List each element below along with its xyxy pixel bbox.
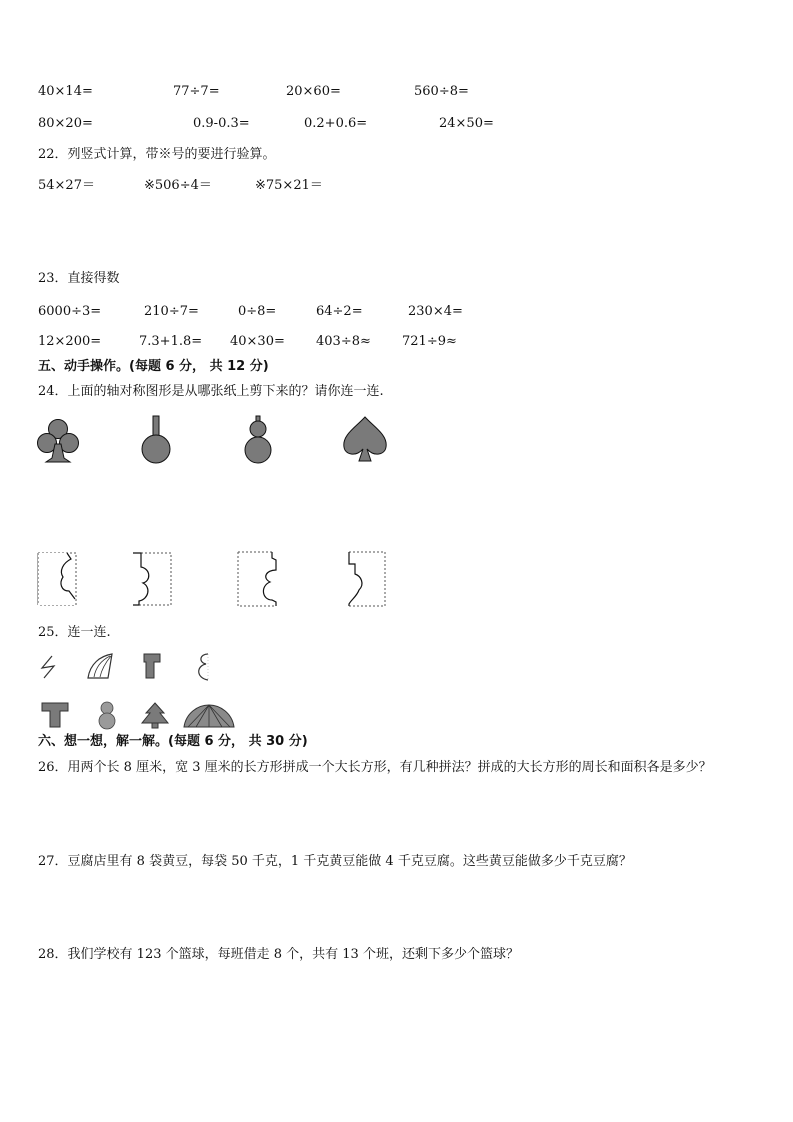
q23-item-9: 403÷8≈: [316, 334, 371, 349]
q23-item-5: 230×4=: [408, 304, 463, 319]
half-umbrella-icon: [86, 652, 114, 680]
q22-item-1: 54×27＝: [38, 178, 95, 193]
gourd-icon: [243, 415, 273, 465]
q23-item-3: 0÷8=: [238, 304, 277, 319]
paper-spade-half: [345, 550, 389, 608]
half-mushroom-icon: [142, 652, 164, 680]
section-5-heading: 五、动手操作。(每题 6 分， 共 12 分): [38, 359, 269, 374]
q23-item-8: 40×30=: [230, 334, 285, 349]
half-lightning-icon: [38, 654, 60, 680]
q22-item-2: ※506÷4＝: [144, 178, 212, 193]
half-snowman-icon: [194, 652, 210, 682]
q24-title: 24．上面的轴对称图形是从哪张纸上剪下来的？请你连一连.: [38, 384, 384, 399]
q21-item-6: 0.9-0.3=: [193, 116, 250, 131]
spade-icon: [340, 415, 390, 465]
club-icon: [36, 418, 80, 464]
q21-item-3: 20×60=: [286, 84, 341, 99]
q23-item-4: 64÷2=: [316, 304, 363, 319]
q25-title: 25．连一连.: [38, 625, 111, 640]
q22-title: 22．列竖式计算，带※号的要进行验算。: [38, 147, 276, 162]
paper-gourd-half: [236, 550, 278, 608]
q23-item-7: 7.3+1.8=: [139, 334, 203, 349]
q21-item-4: 560÷8=: [414, 84, 469, 99]
tree-icon: [140, 701, 170, 729]
q26-text: 26．用两个长 8 厘米，宽 3 厘米的长方形拼成一个大长方形，有几种拼法？拼成的大长方形的周长和面积各是多少？: [38, 760, 712, 775]
q21-item-7: 0.2+0.6=: [304, 116, 368, 131]
paper-club-half: [37, 551, 79, 607]
q23-item-2: 210÷7=: [144, 304, 199, 319]
section-6-heading: 六、想一想，解一解。(每题 6 分， 共 30 分): [38, 734, 308, 749]
snowman-icon: [96, 700, 118, 730]
q28-text: 28．我们学校有 123 个篮球，每班借走 8 个，共有 13 个班，还剩下多少个篮球？: [38, 947, 519, 962]
q23-item-10: 721÷9≈: [402, 334, 457, 349]
q21-item-8: 24×50=: [439, 116, 494, 131]
q21-item-2: 77÷7=: [173, 84, 220, 99]
q27-text: 27．豆腐店里有 8 袋黄豆，每袋 50 千克，1 千克黄豆能做 4 千克豆腐。这些黄豆能做多少千克豆腐？: [38, 854, 632, 869]
mushroom-icon: [40, 701, 70, 729]
paper-ball-half: [131, 551, 173, 607]
q23-title: 23．直接得数: [38, 271, 120, 286]
stick-ball-icon: [140, 415, 172, 465]
q21-item-5: 80×20=: [38, 116, 93, 131]
q22-item-3: ※75×21＝: [255, 178, 323, 193]
q21-item-1: 40×14=: [38, 84, 93, 99]
umbrella-icon: [182, 703, 236, 729]
q23-item-6: 12×200=: [38, 334, 102, 349]
q23-item-1: 6000÷3=: [38, 304, 102, 319]
